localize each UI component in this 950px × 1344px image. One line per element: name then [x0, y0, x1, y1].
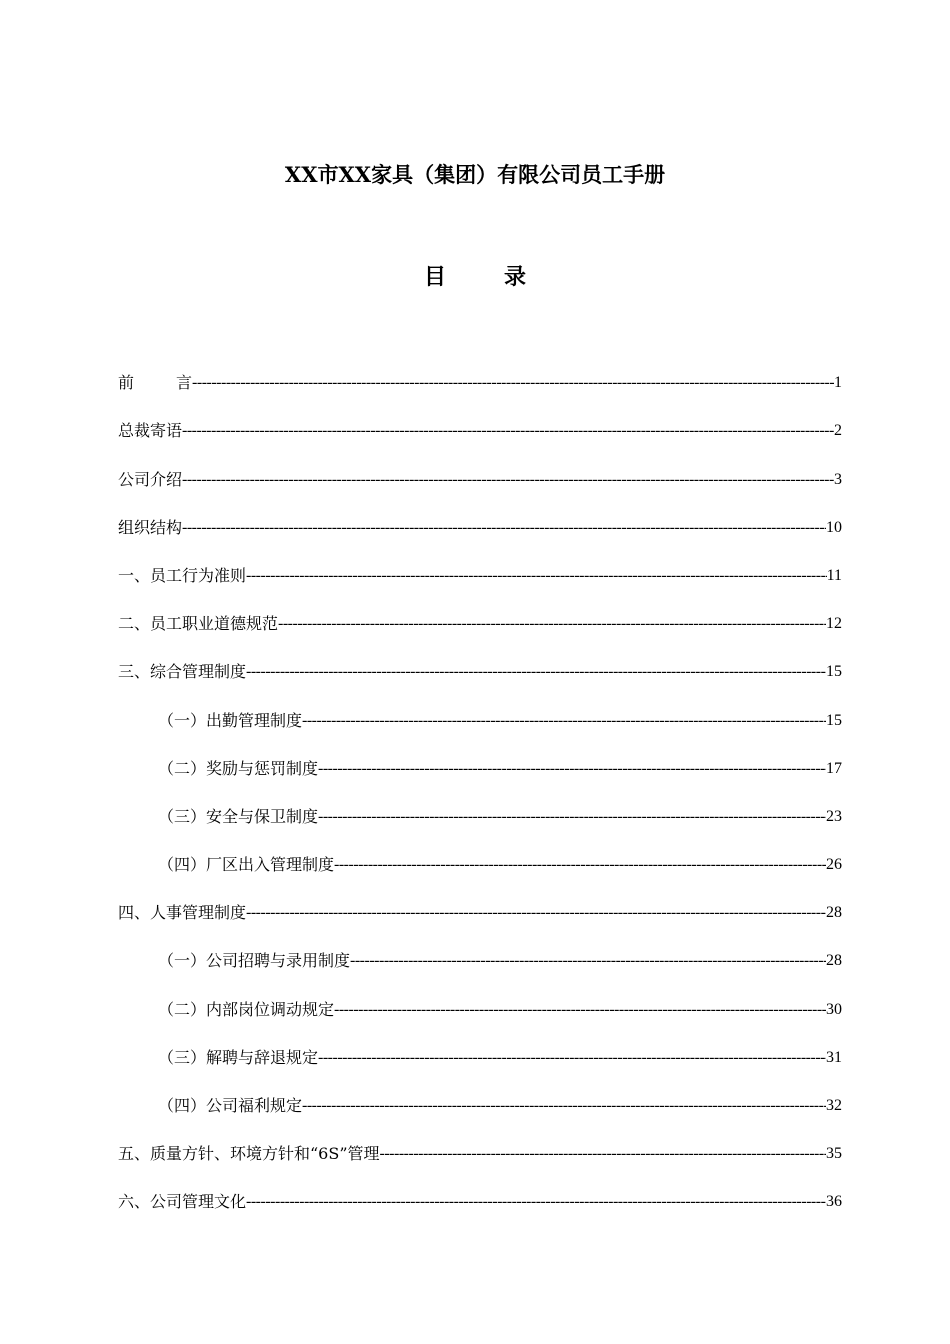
toc-page-number: 28 [826, 952, 842, 970]
toc-entry[interactable] [118, 639, 842, 687]
document-title: XX市XX家具（集团）有限公司员工手册 [284, 162, 666, 187]
toc-subentry[interactable] [118, 736, 842, 784]
toc-entry-label: （一）出勤管理制度 [158, 710, 303, 730]
toc-entry-label: 二、员工职业道德规范 [118, 614, 279, 634]
toc-page-number: 35 [826, 1145, 842, 1163]
toc-page-number: 26 [826, 856, 842, 874]
toc-heading [0, 262, 950, 292]
toc-page-number: 30 [826, 1000, 842, 1018]
toc-page-number: 32 [826, 1097, 842, 1114]
toc-entry-label: 前 言 [118, 373, 193, 393]
toc-dot-leader [318, 802, 826, 832]
toc-page-number: 28 [826, 904, 842, 922]
toc-page-number: 31 [826, 1048, 842, 1066]
toc-page-number: 36 [826, 1193, 842, 1211]
toc-entry-label: （四）公司福利规定 [158, 1096, 303, 1115]
toc-entry-label: （一）公司招聘与录用制度 [158, 951, 351, 971]
toc-subentry[interactable] [118, 1025, 842, 1073]
toc-subentry[interactable] [118, 832, 842, 880]
toc-entry-label: 四、人事管理制度 [118, 903, 247, 923]
toc-subentry[interactable] [118, 687, 842, 735]
toc-dot-leader [246, 898, 826, 928]
toc-heading-char-1: 目 [423, 264, 446, 290]
toc-subentry[interactable] [118, 928, 842, 976]
toc-dot-leader [246, 657, 826, 687]
toc-page-number: 3 [834, 470, 842, 488]
toc-subentry[interactable] [118, 784, 842, 832]
toc-dot-leader [192, 368, 834, 398]
toc-dot-leader [318, 1043, 826, 1073]
toc-entry[interactable] [118, 591, 842, 639]
toc-dot-leader [246, 1187, 826, 1217]
toc-page-number: 15 [826, 663, 842, 681]
toc-entry-label: 六、公司管理文化 [118, 1192, 247, 1212]
toc-heading-char-2: 录 [504, 264, 527, 290]
toc-dot-leader [246, 561, 827, 591]
toc-dot-leader [318, 754, 826, 784]
toc-page-number: 10 [826, 518, 842, 536]
toc-entry-label: 总裁寄语 [118, 421, 183, 441]
toc-dot-leader [302, 706, 826, 736]
toc-entry-label: （四）厂区出入管理制度 [158, 855, 335, 875]
toc-entry-label: 五、质量方针、环境方针和“6S”管理 [118, 1144, 380, 1164]
toc-entry-label: 一、员工行为准则 [118, 565, 247, 585]
toc-entry-label: 三、综合管理制度 [118, 662, 247, 682]
toc-page-number: 17 [826, 759, 842, 777]
toc-entry-label: 公司介绍 [118, 469, 183, 489]
toc-dot-leader [380, 1139, 826, 1169]
toc-entry-label: （三）解聘与辞退规定 [158, 1047, 319, 1067]
toc-entry[interactable] [118, 1169, 842, 1217]
toc-page-number: 12 [826, 615, 842, 633]
toc-dot-leader [334, 995, 826, 1025]
toc-dot-leader [182, 513, 826, 543]
toc-list [118, 350, 842, 1217]
toc-page-number: 23 [826, 807, 842, 825]
toc-subentry[interactable] [118, 1073, 842, 1121]
toc-entry-preface[interactable] [118, 350, 842, 398]
toc-entry-label: （三）安全与保卫制度 [158, 806, 319, 826]
toc-dot-leader [182, 465, 834, 495]
toc-dot-leader [182, 416, 834, 446]
toc-page-number: 11 [826, 566, 842, 584]
toc-entry[interactable] [118, 446, 842, 494]
toc-entry[interactable] [118, 495, 842, 543]
toc-entry-label: 组织结构 [118, 517, 183, 537]
toc-page-number: 1 [834, 374, 842, 392]
toc-dot-leader [334, 850, 826, 880]
toc-entry-label: （二）内部岗位调动规定 [158, 999, 335, 1019]
toc-dot-leader [278, 609, 826, 639]
toc-dot-leader [302, 1091, 826, 1121]
toc-page-number: 15 [826, 711, 842, 729]
toc-entry[interactable] [118, 1121, 842, 1169]
toc-page-number: 2 [834, 422, 842, 440]
toc-entry-label: （二）奖励与惩罚制度 [158, 758, 319, 778]
toc-entry[interactable] [118, 398, 842, 446]
toc-entry[interactable] [118, 880, 842, 928]
toc-dot-leader [350, 946, 826, 976]
toc-entry[interactable] [118, 543, 842, 591]
toc-subentry[interactable] [118, 976, 842, 1024]
